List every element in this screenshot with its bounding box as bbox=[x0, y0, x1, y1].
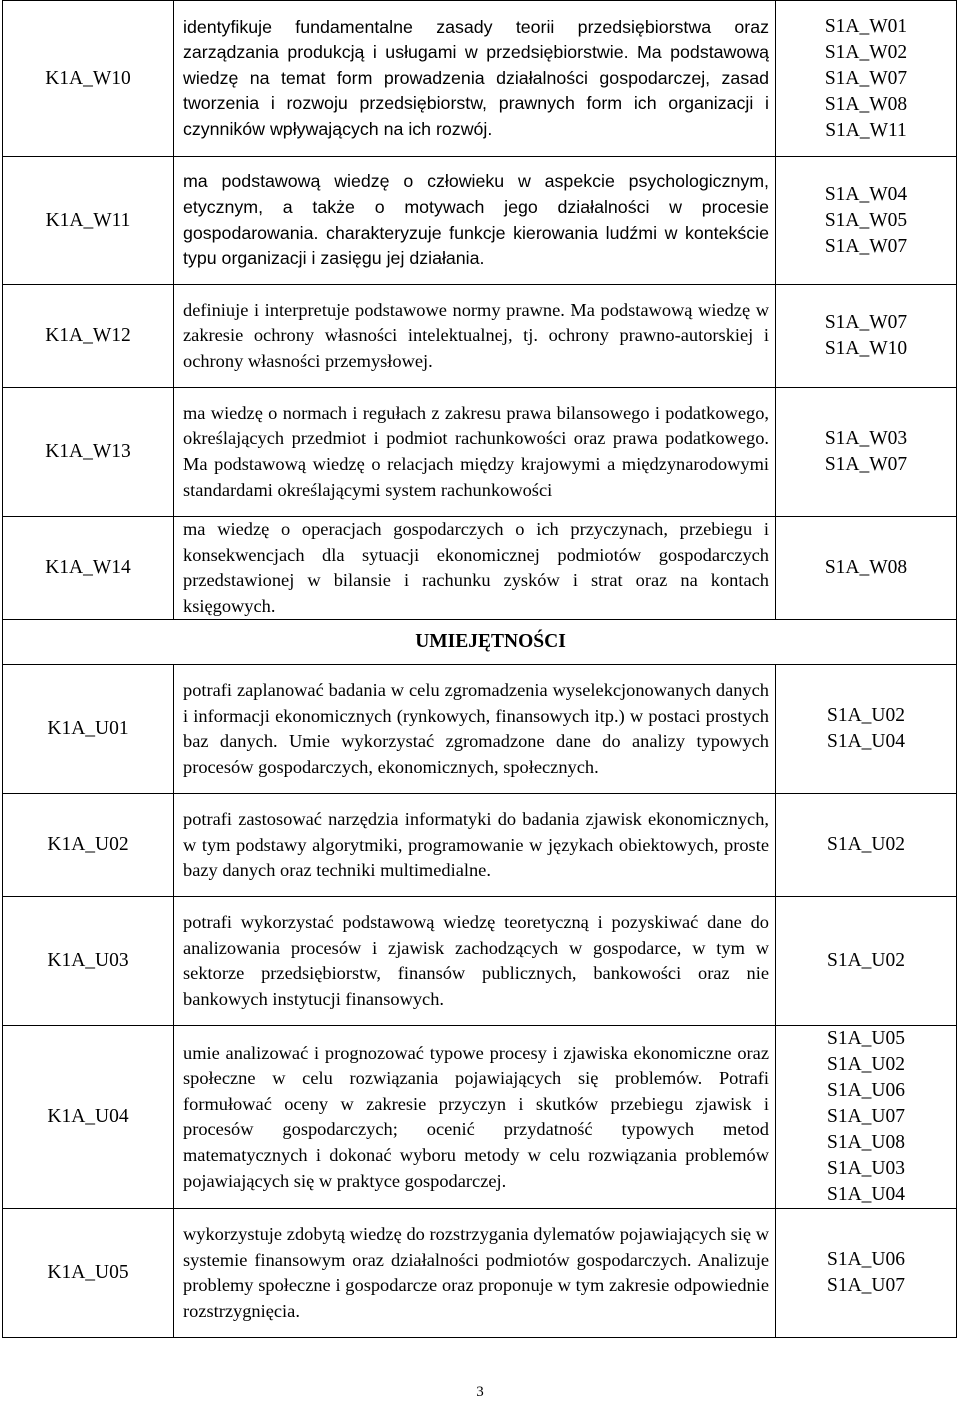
section-header-row bbox=[3, 620, 957, 665]
reference-code: S1A_W10 bbox=[824, 338, 908, 359]
outcome-references bbox=[776, 517, 957, 620]
reference-code: S1A_U02 bbox=[826, 834, 905, 856]
table-row bbox=[3, 157, 957, 285]
outcome-references bbox=[776, 794, 957, 897]
outcome-code: K1A_U04 bbox=[3, 1026, 174, 1209]
reference-code: S1A_U02 bbox=[826, 705, 905, 727]
outcome-code: K1A_U02 bbox=[3, 794, 174, 897]
outcome-description: ma wiedzę o operacjach gospodarczych o ich przyczynach, przebiegu i konsekwencjach dla sytuacji ekonomicznej podmiotów gospodarczych przedstawionej w bilansie i rachunku zysków i strat oraz na kontach księgowych. bbox=[174, 517, 776, 620]
reference-code: S1A_W02 bbox=[824, 41, 908, 63]
outcome-code: K1A_W13 bbox=[3, 388, 174, 517]
reference-code: S1A_U05 bbox=[826, 1028, 905, 1050]
outcome-references bbox=[776, 388, 957, 517]
reference-code: S1A_U02 bbox=[826, 950, 905, 972]
document-page bbox=[2, 0, 956, 1338]
reference-code: S1A_U02 bbox=[826, 1054, 905, 1076]
outcome-references bbox=[776, 157, 957, 285]
table-row bbox=[3, 517, 957, 620]
reference-code: S1A_W03 bbox=[824, 428, 908, 449]
outcome-code: K1A_U03 bbox=[3, 897, 174, 1026]
reference-code: S1A_W05 bbox=[824, 209, 908, 231]
reference-code: S1A_U08 bbox=[826, 1132, 905, 1154]
outcome-description: identyfikuje fundamentalne zasady teorii przedsiębiorstwa oraz zarządzania produkcją i usługami w przedsiębiorstwie. Ma podstawową wiedzę na temat form prowadzenia działalności gospodarczej, zasad tworzenia i rozwoju przedsiębiorstw, prawnych form ich organizacji i czynników wpływających na ich rozwój. bbox=[174, 1, 776, 157]
outcome-description: ma podstawową wiedzę o człowieku w aspekcie psychologicznym, etycznym, a także o motywach jego działalności w procesie gospodarowania. charakteryzuje funkcje kierowania ludźmi w kontekście typu organizacji i zasięgu jej działania. bbox=[174, 157, 776, 285]
outcome-code: K1A_W10 bbox=[3, 1, 174, 157]
section-title-cell bbox=[3, 620, 957, 665]
table-row bbox=[3, 897, 957, 1026]
reference-code: S1A_W07 bbox=[824, 312, 908, 333]
table-row bbox=[3, 285, 957, 388]
table-row bbox=[3, 1026, 957, 1209]
reference-code: S1A_U07 bbox=[826, 1275, 905, 1297]
outcome-references bbox=[776, 665, 957, 794]
outcome-references bbox=[776, 1, 957, 157]
table-row bbox=[3, 1, 957, 157]
outcome-code: K1A_U01 bbox=[3, 665, 174, 794]
reference-code: S1A_U03 bbox=[826, 1158, 905, 1180]
reference-code: S1A_U04 bbox=[826, 1184, 905, 1206]
reference-code: S1A_W07 bbox=[824, 235, 908, 257]
reference-code: S1A_U04 bbox=[826, 731, 905, 753]
reference-code: S1A_U06 bbox=[826, 1249, 905, 1271]
reference-code: S1A_W07 bbox=[824, 454, 908, 475]
reference-code: S1A_W07 bbox=[824, 67, 908, 89]
table-row bbox=[3, 665, 957, 794]
outcome-references bbox=[776, 897, 957, 1026]
reference-code: S1A_W11 bbox=[825, 119, 907, 141]
outcome-description: ma wiedzę o normach i regułach z zakresu prawa bilansowego i podatkowego, określających przedmiot i podmiot rachunkowości oraz prawa podatkowego. Ma podstawową wiedzę o relacjach między krajowymi a międzynarodowymi standardami określającymi system rachunkowości bbox=[174, 388, 776, 517]
outcome-references bbox=[776, 1026, 957, 1209]
outcome-description: definiuje i interpretuje podstawowe normy prawne. Ma podstawową wiedzę w zakresie ochrony własności intelektualnej, tj. ochrony prawno-autorskiej i ochrony własności przemysłowej. bbox=[174, 285, 776, 388]
table-row bbox=[3, 388, 957, 517]
reference-code: S1A_W04 bbox=[824, 183, 908, 205]
outcome-description: potrafi zaplanować badania w celu zgromadzenia wyselekcjonowanych danych i informacji ekonomicznych (rynkowych, finansowych itp.) w postaci prostych baz danych. Umie wykorzystać zgromadzone dane do analizy typowych procesów gospodarczych, ekonomicznych, społecznych. bbox=[174, 665, 776, 794]
reference-code: S1A_W08 bbox=[824, 557, 908, 579]
outcome-description: potrafi zastosować narzędzia informatyki do badania zjawisk ekonomicznych, w tym podstawy algorytmiki, programowanie w językach obiektowych, proste bazy danych oraz techniki multimedialne. bbox=[174, 794, 776, 897]
reference-code: S1A_W08 bbox=[824, 93, 908, 115]
reference-code: S1A_U06 bbox=[826, 1080, 905, 1102]
outcome-description: potrafi wykorzystać podstawową wiedzę teoretyczną i pozyskiwać dane do analizowania procesów i zjawisk zachodzących w gospodarce, w tym w sektorze przedsiębiorstw, finansów publicznych, bankowości oraz nie bankowych instytucji finansowych. bbox=[174, 897, 776, 1026]
section-title: UMIEJĘTNOŚCI bbox=[415, 631, 566, 653]
table-row bbox=[3, 1209, 957, 1338]
outcome-references bbox=[776, 285, 957, 388]
outcome-code: K1A_W14 bbox=[3, 517, 174, 620]
outcome-description: wykorzystuje zdobytą wiedzę do rozstrzygania dylematów pojawiających się w systemie finansowym oraz działalności podmiotów gospodarczych. Analizuje problemy społeczne i gospodarcze oraz proponuje w tym zakresie odpowiednie rozstrzygnięcia. bbox=[174, 1209, 776, 1338]
reference-code: S1A_U07 bbox=[826, 1106, 905, 1128]
outcome-code: K1A_U05 bbox=[3, 1209, 174, 1338]
page-number: 3 bbox=[476, 1384, 484, 1400]
reference-code: S1A_W01 bbox=[824, 15, 908, 37]
learning-outcomes-table bbox=[2, 0, 957, 1338]
table-row bbox=[3, 794, 957, 897]
outcome-code: K1A_W12 bbox=[3, 285, 174, 388]
outcome-code: K1A_W11 bbox=[3, 157, 174, 285]
outcome-description: umie analizować i prognozować typowe procesy i zjawiska ekonomiczne oraz społeczne w celu rozwiązania pojawiających się problemów. Potrafi formułować oceny w zakresie przyczyn i skutków przebiegu zjawisk i procesów gospodarczych; ocenić przydatność typowych metod matematycznych i dokonać wyboru metody w celu rozwiązania problemów pojawiających się w praktyce gospodarczej. bbox=[174, 1026, 776, 1209]
outcome-references bbox=[776, 1209, 957, 1338]
